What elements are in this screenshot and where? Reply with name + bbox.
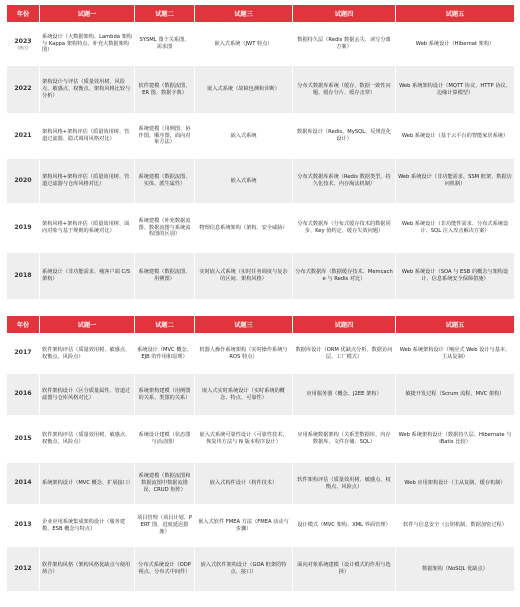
table-row <box>7 334 515 374</box>
question-3-cell: 机器人操作系统架构（实时操作系统与 ROS 特点） <box>195 334 293 374</box>
header-question-2: 试题二 <box>135 5 195 23</box>
header-question-2: 试题二 <box>135 316 195 334</box>
table-row <box>7 159 515 204</box>
question-2-cell: 系统建模（数据流图、实体、派生属性） <box>135 159 195 204</box>
table-row <box>7 114 515 159</box>
question-4-cell: 应用服务器（概念、J2EE 架构） <box>293 374 396 416</box>
header-question-1: 试题一 <box>40 5 135 23</box>
question-3-cell: 嵌入式系统 <box>195 114 293 159</box>
header-question-3: 试题三 <box>195 316 293 334</box>
question-4-cell: 应用系统数据架构（关系型数据库、内存数据库、文件存储、SQL） <box>293 416 396 463</box>
header-year: 年份 <box>7 316 40 334</box>
question-3-cell: 嵌入式系统 <box>195 159 293 204</box>
question-3-cell: 嵌入式软件 FMEA 方法（FMEA 活动与步骤） <box>195 505 293 547</box>
question-3-cell: 嵌入式系统（JWT 特点） <box>195 23 293 66</box>
year-label: 2015 <box>14 434 32 442</box>
table-header-row <box>7 5 515 23</box>
question-3-cell: 物理信息系统架构（架构、安全威胁） <box>195 204 293 253</box>
year-cell <box>7 416 40 463</box>
question-1-cell: 系统设计（非功能需求、瘦客户端 C/S 架构） <box>40 253 135 300</box>
year-cell <box>7 159 40 204</box>
question-5-cell: Web 系统设计（基于云平台的智能家居系统） <box>396 114 515 159</box>
header-year: 年份 <box>7 5 40 23</box>
question-5-cell: Web 系统架构设计（数据持久层、Hibernate 与 iBatis 比较） <box>396 416 515 463</box>
year-label: 2012 <box>14 564 32 572</box>
year-label: 2021 <box>14 131 32 139</box>
question-1-cell: 软件架构评估（质量效用树、敏感点、权衡点、风险点） <box>40 334 135 374</box>
year-label: 2019 <box>14 223 32 231</box>
question-5-cell: Web 系统架构设计（MQTT 协议、HTTP 协议、边缘计算模型） <box>396 66 515 114</box>
table-row <box>7 204 515 253</box>
year-cell <box>7 547 40 592</box>
question-4-cell: 分布式数据库（数据缓存技术、Memcache 与 Redis 对比） <box>293 253 396 300</box>
question-2-cell: 分布式系统设计（ODP 视点、分布式中间件） <box>135 547 195 592</box>
question-4-cell: 数据库设计（Redis、MySQL、反规范化设计） <box>293 114 396 159</box>
year-label: 2020 <box>14 176 32 184</box>
year-label: 2014 <box>14 479 32 487</box>
question-2-cell: 系统建模（数据流图和数据流图中数据流错误、CRUD 矩阵） <box>135 463 195 505</box>
year-label: 2018 <box>14 271 32 279</box>
question-5-cell: Web 系统架构设计（响应式 Web 设计与基本、主从复制） <box>396 334 515 374</box>
year-label: 2016 <box>14 390 32 398</box>
year-label: 2023 <box>14 37 32 45</box>
question-1-cell: 软件架构评估（质量效用树、敏感点、权衡点、风险点） <box>40 416 135 463</box>
question-2-cell: 系统架构建模（用例图的关系、类图的关系） <box>135 374 195 416</box>
question-5-cell: Web 系统设计（SOA 与 ESB 的概念与架构设计、信息系统安全保障措施） <box>396 253 515 300</box>
question-3-cell: 嵌入式构件设计（构件技术） <box>195 463 293 505</box>
question-3-cell: 嵌入式系统可靠性设计（可靠性技术、恢复块方法与 N 版本程序设计） <box>195 416 293 463</box>
question-1-cell: 软件架构风格（架构风格优缺点与使用场合） <box>40 547 135 592</box>
question-4-cell: 设计模式（MVC 架构、XML 界面管理） <box>293 505 396 547</box>
table-row <box>7 374 515 416</box>
year-label: 2022 <box>14 85 32 93</box>
question-5-cell: Web 应用架构设计（主从复制、缓存机制） <box>396 463 515 505</box>
question-4-cell: 分布式数据库系统（缓存、数据一致性问题、缓存分片、缓存击穿） <box>293 66 396 114</box>
question-2-cell: 系统设计建模（状态图与活动图） <box>135 416 195 463</box>
question-2-cell: 项目管理（项目计划、PERT 图、进度延迟措施） <box>135 505 195 547</box>
question-4-cell: 面向对象系统建模（设计模式的作用与选择） <box>293 547 396 592</box>
exam-table-2018-2023 <box>6 4 515 300</box>
question-1-cell: 软件架构设计（区分质量属性、管道过滤器与仓库风格对比） <box>40 374 135 416</box>
year-label: 2013 <box>14 521 32 529</box>
year-cell <box>7 23 40 66</box>
header-question-1: 试题一 <box>40 316 135 334</box>
question-3-cell: 嵌入式实时系统设计（实时系统的概念、特点、可靠性） <box>195 374 293 416</box>
year-cell <box>7 334 40 374</box>
question-5-cell: Web 系统设计（非功能需求、SSM 框架、数据访问机制） <box>396 159 515 204</box>
question-1-cell: 架构风格+架构评估（质量效用树、面向对象与基于规则的系统对比） <box>40 204 135 253</box>
question-3-cell: 实时嵌入式系统（实时任务调度与复杂的区间、架构风格） <box>195 253 293 300</box>
year-note: (备注) <box>17 44 29 50</box>
year-cell <box>7 66 40 114</box>
question-1-cell: 企业应用系统集成架构设计（服务建模、ESB 概念与特点） <box>40 505 135 547</box>
header-question-5: 试题五 <box>396 316 515 334</box>
question-2-cell: 系统设计（MVC 概念、EJB 的作用和原理） <box>135 334 195 374</box>
year-cell <box>7 114 40 159</box>
year-label: 2017 <box>14 349 32 357</box>
question-1-cell: 架构设计与评估（质量效用树、风险点、敏感点、权衡点、架构风格比较与分析） <box>40 66 135 114</box>
question-4-cell: 分布式数据库系统（Redis 数据类型、持久化技术、内存淘汰机制） <box>293 159 396 204</box>
exam-table-2012-2017 <box>6 315 515 592</box>
question-4-cell: 软件架构评估（质量效用树、敏感点、权衡点、风险点） <box>293 463 396 505</box>
table-header-row <box>7 316 515 334</box>
question-5-cell: 数据架构（NoSQL 优缺点） <box>396 547 515 592</box>
year-cell <box>7 204 40 253</box>
question-2-cell: 软件建模（数据流图、ER 图、数据字典） <box>135 66 195 114</box>
question-2-cell: 系统建模（数据流图、用例图） <box>135 253 195 300</box>
question-2-cell: 系统建模（补充数据流图、数据流图与系统流程图的区别） <box>135 204 195 253</box>
header-question-4: 试题四 <box>293 5 396 23</box>
question-5-cell: 敏捷开发过程（Scrum 流程、MVC 架构） <box>396 374 515 416</box>
question-1-cell: 系统设计（大数据架构、Lambda 架构与 Kappa 架构特点、补充大数据架构图） <box>40 23 135 66</box>
table-row <box>7 66 515 114</box>
question-4-cell: 分布式数据库（分布式缓存技术的数据同步、Key 值约定、缓存失效问题） <box>293 204 396 253</box>
question-3-cell: 嵌入式系统（故障包测和诊断） <box>195 66 293 114</box>
table-row <box>7 253 515 300</box>
question-3-cell: 嵌入式软件架构设计（GOA 框架的特点、接口） <box>195 547 293 592</box>
question-2-cell: 系统建模（用例图、协作图、顺序图、面向对象方法） <box>135 114 195 159</box>
question-5-cell: 软件与信息安全（公钥机制、数据加密过程） <box>396 505 515 547</box>
year-cell <box>7 374 40 416</box>
question-1-cell: 系统架构设计（MVC 概念、扩展接口） <box>40 463 135 505</box>
year-cell <box>7 253 40 300</box>
table-row <box>7 547 515 592</box>
header-question-4: 试题四 <box>293 316 396 334</box>
table-row <box>7 23 515 66</box>
table-row <box>7 416 515 463</box>
year-cell <box>7 463 40 505</box>
question-5-cell: Web 系统设计（Hibernat 架构） <box>396 23 515 66</box>
question-1-cell: 架构风格+架构评估（质量效用树、管道过滤器、隐式调用风格对比） <box>40 114 135 159</box>
table-row <box>7 463 515 505</box>
question-2-cell: SYSML 图个关系图、需求图 <box>135 23 195 66</box>
question-4-cell: 数据库设计（ORM 优缺点分析、数据访问层、工厂模式） <box>293 334 396 374</box>
header-question-5: 试题五 <box>396 5 515 23</box>
question-1-cell: 架构风格+架构评估（质量效用树、管道过滤器与仓库风格对比） <box>40 159 135 204</box>
table-row <box>7 505 515 547</box>
question-4-cell: 数据持久层（Redis 数据丢失、读写分离方案） <box>293 23 396 66</box>
question-5-cell: Web 系统设计（非功能性需求、分布式系统设计、SQL 注入攻击解决方案） <box>396 204 515 253</box>
header-question-3: 试题三 <box>195 5 293 23</box>
year-cell <box>7 505 40 547</box>
